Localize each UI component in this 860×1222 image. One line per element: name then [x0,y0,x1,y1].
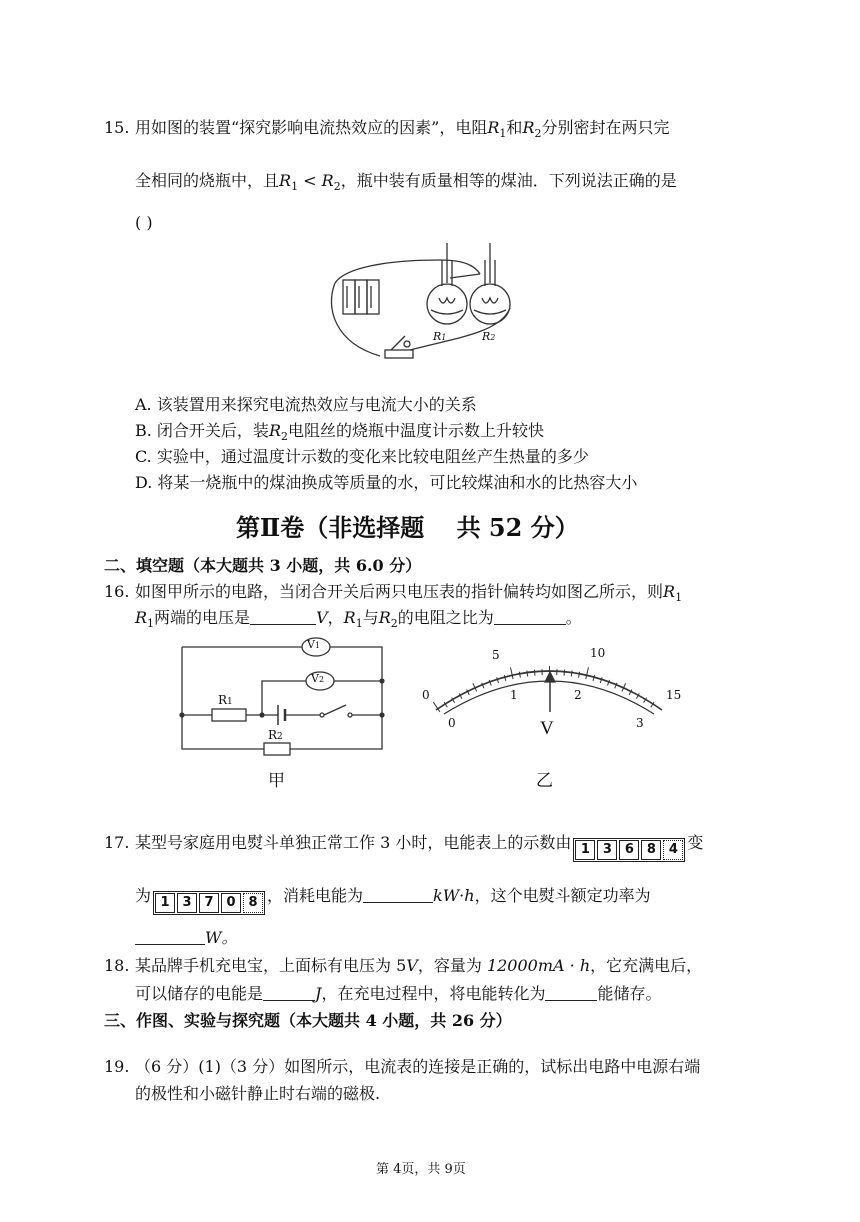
q18-blank-energy[interactable] [263,984,315,1001]
dial-tick [519,672,520,678]
dial-tick [534,670,535,676]
q16-blank-ratio[interactable] [494,608,566,625]
q19-line2: 的极性和小磁针静止时右端的磁极. [135,1084,381,1103]
q15-answer-parens: ( ) [135,213,153,232]
q17-line2: 为 1 3 7 0 8 ，消耗电能为 kW·h，这个电熨斗额定功率为 [135,885,651,915]
q16-number: 16. [104,582,130,601]
dial-inner-label-3: 3 [636,716,644,730]
q15-number: 15. [104,118,130,137]
q15-option-b: B. 闭合开关后，装$R_2$电阻丝的烧瓶中温度计示数上升较快 [135,421,544,443]
q15-fig-r1-label: R1 [433,330,447,343]
dial-inner-label-0: 0 [448,716,456,730]
page-footer: 第 4页，共 9页 [376,1162,466,1177]
dial-outer-label-5: 5 [492,648,500,662]
dial-tick [586,667,589,679]
meter-reading-before: 1 3 6 8 4 [573,838,685,862]
q16-line2: $R_1$两端的电压是 V，$R_1$与$R_2$的电阻之比为 。 [135,608,582,630]
q19-line1: （6 分）(1)（3 分）如图所示，电流表的连接是正确的，试标出电路中电源右端 [135,1057,701,1076]
dial-outer-label-0: 0 [422,688,430,702]
q19-number: 19. [104,1057,130,1076]
q18-line1: 某品牌手机充电宝，上面标有电压为 5V，容量为 12000mA · h，它充满电后， [135,956,703,975]
dial-tick [510,667,513,679]
dial-tick [571,671,572,677]
q16-voltmeter-dial [414,642,694,752]
dial-tick [564,670,565,676]
q17-line3: W。 [135,927,237,949]
q16-v2-label: V2 [311,672,325,685]
part-3-heading: 三、作图、实验与探究题（本大题共 4 小题，共 26 分） [104,1011,512,1030]
q16-blank-voltage[interactable] [250,608,316,625]
section-2-title: 第Ⅱ卷（非选择题 共 52 分） [236,513,579,542]
q16-v1-label: V1 [307,638,321,651]
q18-number: 18. [104,956,130,975]
q15-option-c: C. 实验中，通过温度计示数的变化来比较电阻丝产生热量的多少 [135,447,589,466]
dial-tick [527,671,528,677]
dial-tick [504,675,506,681]
q16-r1-label: R1 [218,693,233,707]
q15-line2: 全相同的烧瓶中，且$R_1 < R_2$，瓶中装有质量相等的煤油．下列说法正确的是 [135,171,677,193]
q16-line1: 如图甲所示的电路，当闭合开关后两只电压表的指针偏转均如图乙所示，则$R_1$ [135,582,683,604]
dial-unit-label: V [540,718,554,739]
q15-line1: 用如图的装置“探究影响电流热效应的因素”，电阻$R_1$和$R_2$分别密封在两只完 [135,118,670,140]
q17-blank-power[interactable] [135,928,205,945]
q17-number: 17. [104,833,130,852]
q17-blank-energy[interactable] [363,886,433,903]
q16-r2-label: R2 [268,728,283,742]
dial-inner-label-2: 2 [574,688,582,702]
dial-outer-label-15: 15 [666,688,682,702]
q15-option-d: D. 将某一烧瓶中的煤油换成等质量的水，可比较煤油和水的比热容大小 [135,473,638,492]
dial-tick [579,672,580,678]
q16-circuit-figure [170,635,395,765]
q15-fig-r2-label: R2 [482,330,496,343]
q18-blank-form[interactable] [545,984,597,1001]
q17-line1: 某型号家庭用电熨斗单独正常工作 3 小时，电能表上的示数由 1 3 6 8 4 变 [135,832,703,862]
q15-option-a: A. 该装置用来探究电流热效应与电流大小的关系 [135,395,477,414]
dial-tick [593,675,595,681]
dial-outer-label-10: 10 [590,646,606,660]
q15-apparatus-figure [325,238,545,373]
dial-inner-label-1: 1 [510,688,518,702]
q18-line2: 可以储存的电能是 J，在充电过程中，将电能转化为 能储存。 [135,984,662,1003]
meter-reading-after: 1 3 7 0 8 [153,891,265,915]
q16-fig-jia-caption: 甲 [268,771,285,791]
q16-fig-yi-caption: 乙 [536,771,553,791]
part-2-heading: 二、填空题（本大题共 3 小题，共 6.0 分） [104,556,422,575]
